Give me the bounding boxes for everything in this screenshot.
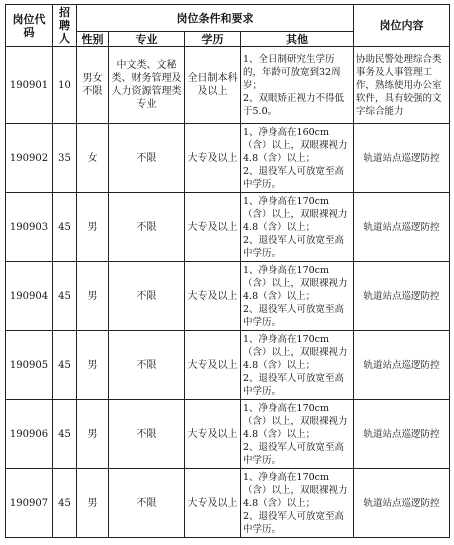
gender-cell: 男	[77, 469, 109, 538]
hire-count: 45	[53, 193, 77, 262]
major-cell: 不限	[109, 193, 185, 262]
gender-cell: 男	[77, 331, 109, 400]
other-requirements-cell	[241, 331, 354, 400]
requirement-line: 1、净身高在170cm（含）以上，双眼裸视力4.8（含）以上；	[243, 471, 348, 509]
major-cell: 不限	[109, 469, 185, 538]
hire-count: 45	[53, 262, 77, 331]
requirement-line: 2、退役军人可放宽至高中学历。	[243, 372, 345, 397]
header-other: 其他	[241, 32, 354, 47]
position-code: 190904	[6, 262, 53, 331]
major-cell: 不限	[109, 262, 185, 331]
table-row	[6, 262, 450, 331]
table-row	[6, 400, 450, 469]
header-code: 岗位代码	[6, 5, 53, 47]
education-cell: 大专及以上	[185, 124, 241, 193]
gender-cell: 男	[77, 193, 109, 262]
education-cell: 大专及以上	[185, 400, 241, 469]
header-conditions: 岗位条件和要求	[77, 5, 354, 32]
table-row	[6, 193, 450, 262]
header-major: 专业	[109, 32, 185, 47]
job-content-cell: 轨道站点巡逻防控	[354, 331, 450, 400]
major-cell: 不限	[109, 400, 185, 469]
header-content: 岗位内容	[354, 5, 450, 47]
major-cell: 不限	[109, 124, 185, 193]
requirement-line: 2、双眼矫正视力不得低于5.0。	[243, 92, 345, 117]
requirement-line: 1、净身高在170cm（含）以上，双眼裸视力4.8（含）以上；	[243, 402, 348, 440]
position-code: 190903	[6, 193, 53, 262]
table-row	[6, 124, 450, 193]
education-cell: 大专及以上	[185, 193, 241, 262]
gender-cell: 男	[77, 262, 109, 331]
major-cell: 中文类、文秘类、财务管理及人力资源管理类专业	[109, 47, 185, 124]
gender-cell: 男女不限	[77, 47, 109, 124]
job-content-cell: 轨道站点巡逻防控	[354, 124, 450, 193]
position-code: 190902	[6, 124, 53, 193]
job-content-cell: 轨道站点巡逻防控	[354, 469, 450, 538]
requirement-line: 1、净身高在170cm（含）以上，双眼裸视力4.8（含）以上；	[243, 195, 348, 233]
table-body	[6, 47, 450, 538]
gender-cell: 女	[77, 124, 109, 193]
requirement-line: 2、退役军人可放宽至高中学历。	[243, 234, 345, 259]
hire-count: 45	[53, 331, 77, 400]
requirement-line: 1、全日制研究生学历的，年龄可放宽到32周岁；	[243, 53, 341, 91]
hire-count: 45	[53, 469, 77, 538]
education-cell: 全日制本科及以上	[185, 47, 241, 124]
other-requirements-cell	[241, 124, 354, 193]
other-requirements-cell	[241, 400, 354, 469]
header-gender: 性别	[77, 32, 109, 47]
education-cell: 大专及以上	[185, 469, 241, 538]
major-cell: 不限	[109, 331, 185, 400]
requirement-line: 1、净身高在160cm（含）以上，双眼裸视力4.8（含）以上；	[243, 126, 348, 164]
requirement-line: 2、退役军人可放宽至高中学历。	[243, 165, 345, 190]
header-education: 学历	[185, 32, 241, 47]
job-content-cell: 协助民警处理综合类事务及人事管理工作，熟练使用办公室软件，具有较强的文字综合能力	[354, 47, 450, 124]
gender-cell: 男	[77, 400, 109, 469]
requirement-line: 2、退役军人可放宽至高中学历。	[243, 303, 345, 328]
requirement-line: 1、净身高在170cm（含）以上，双眼裸视力4.8（含）以上；	[243, 264, 348, 302]
requirement-line: 2、退役军人可放宽至高中学历。	[243, 510, 345, 535]
hire-count: 35	[53, 124, 77, 193]
position-code: 190906	[6, 400, 53, 469]
job-content-cell: 轨道站点巡逻防控	[354, 400, 450, 469]
position-code: 190907	[6, 469, 53, 538]
job-content-cell: 轨道站点巡逻防控	[354, 193, 450, 262]
hire-count: 10	[53, 47, 77, 124]
education-cell: 大专及以上	[185, 331, 241, 400]
other-requirements-cell	[241, 262, 354, 331]
hire-count: 45	[53, 400, 77, 469]
requirement-line: 1、净身高在170cm（含）以上，双眼裸视力4.8（含）以上；	[243, 333, 348, 371]
table-row	[6, 331, 450, 400]
position-code: 190901	[6, 47, 53, 124]
requirement-line: 2、退役军人可放宽至高中学历。	[243, 441, 345, 466]
other-requirements-cell	[241, 47, 354, 124]
position-code: 190905	[6, 331, 53, 400]
education-cell: 大专及以上	[185, 262, 241, 331]
other-requirements-cell	[241, 469, 354, 538]
job-positions-table	[5, 4, 450, 538]
table-row	[6, 469, 450, 538]
table-row	[6, 47, 450, 124]
job-content-cell: 轨道站点巡逻防控	[354, 262, 450, 331]
header-count: 招聘人	[53, 5, 77, 47]
other-requirements-cell	[241, 193, 354, 262]
